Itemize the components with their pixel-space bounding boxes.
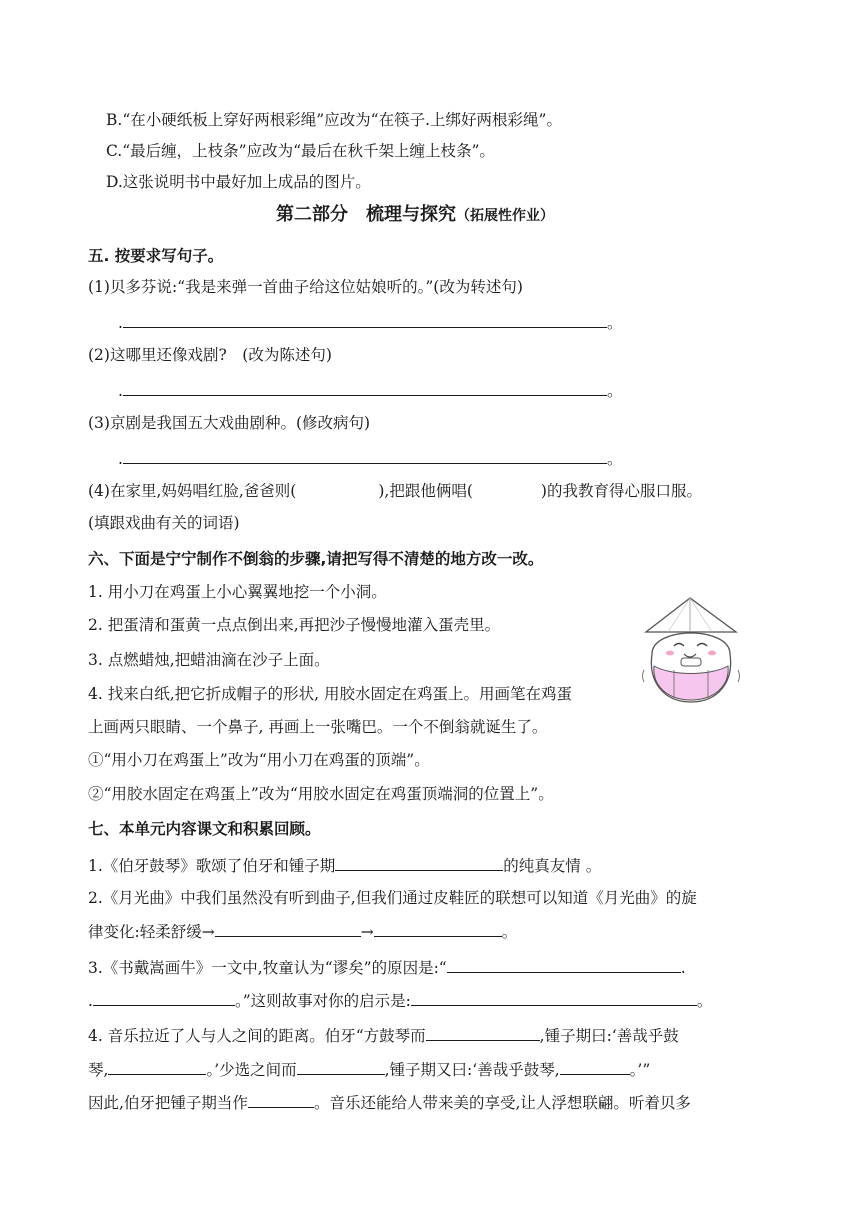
step-3: 3. 点燃蜡烛,把蜡油滴在沙子上面。 [88, 651, 330, 669]
section5-q2: (2)这哪里还像戏剧? (改为陈述句) [88, 346, 332, 364]
step-2: 2. 把蛋清和蛋黄一点点倒出来,再把沙子慢慢地灌入蛋壳里。 [88, 616, 501, 634]
section7-q2-line-2: 律变化:轻柔舒缓→ → 。 [88, 920, 517, 943]
fill-blank[interactable] [447, 956, 681, 973]
fill-blank[interactable] [560, 1058, 630, 1075]
section7-heading: 七、本单元内容课文和积累回顾。 [88, 820, 321, 838]
fill-blank[interactable] [108, 1058, 206, 1075]
option-d: D.这张说明书中最好加上成品的图片。 [106, 173, 371, 191]
tumbler-doll-illustration [638, 596, 748, 708]
option-c: C.“最后缠，上枝条”应改为“最后在秋千架上缠上枝条”。 [106, 142, 495, 160]
section5-heading: 五. 按要求写句子。 [88, 247, 224, 265]
answer-blank[interactable] [123, 311, 607, 328]
answer-1: ①“用小刀在鸡蛋上”改为“用小刀在鸡蛋的顶端”。 [88, 751, 430, 769]
option-b: B.“在小硬纸板上穿好两根彩绳”应改为“在筷子.上绑好两根彩绳”。 [106, 111, 562, 129]
section5-answer-line-2[interactable]: . 。 [118, 379, 622, 402]
part-title-main: 第二部分 梳理与探究 [276, 204, 456, 225]
section7-q1: 1.《伯牙鼓琴》歌颂了伯牙和锺子期 的纯真友情 。 [88, 854, 601, 877]
section7-q4-line-1: 4. 音乐拉近了人与人之间的距离。伯牙“方鼓琴而 ,锺子期曰:‘善哉乎鼓 [88, 1024, 679, 1047]
part-title-sub: （拓展性作业） [456, 208, 554, 224]
fill-blank[interactable] [335, 854, 503, 871]
fill-blank[interactable] [248, 1091, 314, 1108]
step-4-line-1: 4. 找来白纸,把它折成帽子的形状, 用胶水固定在鸡蛋上。用画笔在鸡蛋 [88, 685, 572, 703]
part-title [276, 204, 554, 227]
fill-blank[interactable] [374, 920, 502, 937]
section7-q3-line-1: 3.《书戴嵩画牛》一文中,牧童认为“谬矣”的原因是:“ . [88, 956, 686, 979]
fill-blank[interactable] [93, 989, 235, 1006]
fill-blank[interactable] [426, 1024, 540, 1041]
fill-blank[interactable] [297, 1058, 385, 1075]
section7-q2-line-1: 2.《月光曲》中我们虽然没有听到曲子,但我们通过皮鞋匠的联想可以知道《月光曲》的旋 [88, 889, 697, 907]
section5-answer-line-3[interactable]: . 。 [118, 447, 622, 470]
section5-q3: (3)京剧是我国五大戏曲剧种。(修改病句) [88, 414, 371, 432]
answer-blank[interactable] [123, 379, 607, 396]
answer-2: ②“用胶水固定在鸡蛋上”改为“用胶水固定在鸡蛋顶端洞的位置上”。 [88, 785, 554, 803]
fill-blank[interactable] [411, 989, 697, 1006]
section5-q4-note: (填跟戏曲有关的词语) [88, 514, 240, 532]
section5-answer-line-1[interactable]: . 。 [118, 311, 622, 334]
section7-q4-line-2: 琴, 。’少选之间而 ,锺子期又曰:‘善哉乎鼓琴, 。’” [88, 1058, 650, 1081]
answer-blank[interactable] [123, 447, 607, 464]
section5-q4: (4)在家里,妈妈唱红脸,爸爸则( ),把跟他俩唱( )的我教育得心服口服。 [88, 482, 702, 500]
section5-q1: (1)贝多芬说:“我是来弹一首曲子给这位姑娘听的。”(改为转述句) [88, 278, 523, 296]
section7-q3-line-2: . 。”这则故事对你的启示是: 。 [88, 989, 712, 1012]
section7-q4-line-3: 因此,伯牙把锺子期当作 。音乐还能给人带来美的享受,让人浮想联翩。听着贝多 [88, 1091, 691, 1114]
section6-heading: 六、下面是宁宁制作不倒翁的步骤,请把写得不清楚的地方改一改。 [88, 550, 544, 568]
fill-blank[interactable] [215, 920, 361, 937]
step-4-line-2: 上画两只眼睛、一个鼻子, 再画上一张嘴巴。一个不倒翁就诞生了。 [88, 718, 548, 736]
step-1: 1. 用小刀在鸡蛋上小心翼翼地挖一个小洞。 [88, 583, 387, 601]
